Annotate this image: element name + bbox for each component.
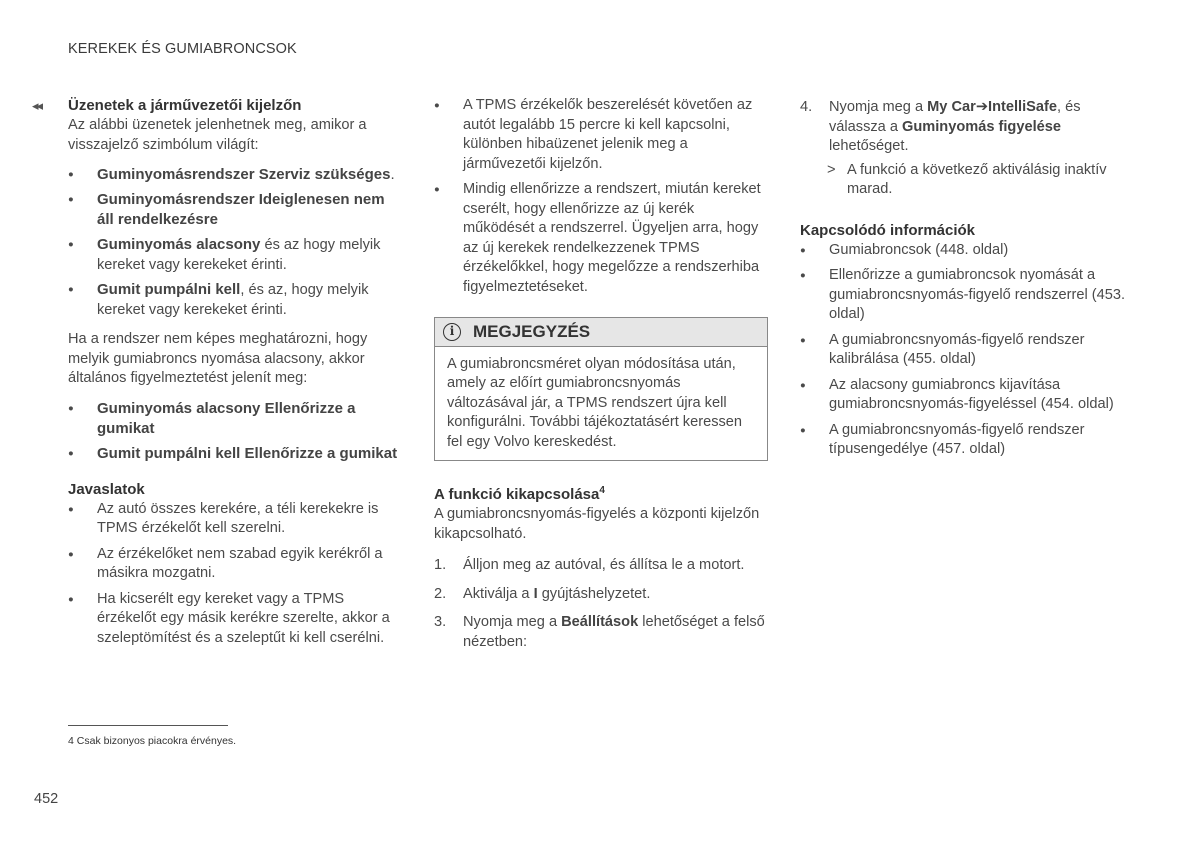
- recommendation-list-continued: [434, 96, 768, 297]
- message-item: [68, 190, 398, 230]
- footnote: [68, 732, 236, 752]
- message-rest: és az hogy melyik kereket vagy kerekeket érinti.: [97, 237, 381, 273]
- recommendation-item: ● Az autó összes kerekére, a téli kerekekre is TPMS érzékelőt kell szerelni.: [68, 500, 398, 539]
- column-2: [434, 96, 768, 661]
- related-link[interactable]: ● A gumiabroncsnyomás-figyelő rendszer típusengedélye (457. oldal): [800, 421, 1130, 460]
- general-warning-list: [68, 399, 398, 464]
- message-rest: , és az, hogy melyik kereket vagy kerekeket érinti.: [97, 282, 369, 318]
- step-text: lehetőséget.: [829, 138, 909, 154]
- arrow-right-icon: ➔: [975, 99, 989, 115]
- section-title-recommendations: Javaslatok: [68, 480, 145, 498]
- step-text: Álljon meg az autóval, és állítsa le a motort.: [463, 557, 745, 573]
- recommendation-list: [68, 500, 398, 649]
- disable-intro: A gumiabroncsnyomás-figyelés a központi kijelzőn kikapcsolható.: [434, 506, 760, 542]
- step-item: [434, 556, 768, 576]
- recommendation-item: ● Mindig ellenőrizze a rendszert, miután kereket cserélt, hogy ellenőrizze az új kerék működését a rendszerrel. Ügyeljen arra, hogy az új kerekek rendelkezzenek TPMS érzékelőkkel, hogy megelőzze a rendszerhiba figyelmeztetéseket.: [434, 180, 768, 297]
- recommendation-item: ● Ha kicserélt egy kereket vagy a TPMS érzékelőt egy másik kerékre szerelte, akkor a szeleptömítést és a szeleptűt ki kell cserélni.: [68, 590, 398, 649]
- step-text: , és válassza a: [829, 99, 1081, 135]
- message-item: [68, 280, 398, 320]
- step-item: [434, 585, 768, 605]
- related-list: [800, 241, 1130, 460]
- message-bold: Guminyomásrendszer Ideiglenesen nem áll rendelkezésre: [97, 191, 385, 228]
- step-text: Nyomja meg a: [463, 614, 562, 630]
- column-3: [800, 96, 1130, 466]
- step-bold: I: [533, 585, 538, 602]
- messages-intro: Az alábbi üzenetek jelenhetnek meg, amikor a visszajelző szimbólum világít:: [68, 117, 367, 153]
- step-number: 3.: [434, 614, 447, 630]
- message-item: [68, 235, 398, 275]
- related-link[interactable]: ● Az alacsony gumiabroncs kijavítása gumiabroncsnyomás-figyeléssel (454. oldal): [800, 376, 1130, 415]
- message-rest: .: [390, 166, 395, 183]
- related-link[interactable]: ● Gumiabroncsok (448. oldal): [800, 241, 1130, 261]
- message-bold: Gumit pumpálni kell: [97, 281, 241, 298]
- result-marker: >: [827, 161, 836, 178]
- footnote-number: 4: [68, 735, 74, 747]
- step-number: 2.: [434, 585, 447, 602]
- general-warning-intro: Ha a rendszer nem képes meghatározni, hogy melyik gumiabroncs nyomása alacsony, akkor általános figyelmeztetést jelenít meg:: [68, 331, 368, 386]
- footnote-ref: 4: [599, 485, 605, 496]
- general-warning-text: Guminyomás alacsony Ellenőrizze a gumikat: [97, 399, 356, 437]
- note-title: MEGJEGYZÉS: [473, 322, 591, 341]
- page-number: 452: [34, 791, 59, 807]
- step-result: [800, 161, 1130, 200]
- step-text: gyújtáshelyzetet.: [537, 585, 651, 602]
- message-item: [68, 165, 398, 185]
- step-text: Aktiválja a: [463, 585, 534, 602]
- disable-title-text: A funkció kikapcsolása: [434, 486, 600, 503]
- step-text: Nyomja meg a: [829, 99, 928, 115]
- disable-steps-continued: [800, 98, 1130, 157]
- note-header: [435, 318, 767, 347]
- footnote-divider: [68, 725, 228, 726]
- general-warning-item: [68, 399, 398, 439]
- section-title-disable: [434, 485, 768, 505]
- info-icon: i: [443, 323, 461, 341]
- message-bold: Guminyomásrendszer Szerviz szükséges: [97, 166, 391, 183]
- step-bold: Guminyomás figyelése: [902, 118, 1061, 135]
- step-bold: IntelliSafe: [988, 99, 1057, 115]
- step-number: 4.: [800, 99, 813, 115]
- column-1: [68, 96, 398, 654]
- step-bold: My Car: [927, 99, 976, 115]
- message-list: [68, 165, 398, 320]
- recommendation-item: ● Az érzékelőket nem szabad egyik kerékről a másikra mozgatni.: [68, 545, 398, 584]
- continued-chevrons-icon: ◂◂: [32, 98, 42, 113]
- disable-steps: [434, 556, 768, 652]
- step-number: 1.: [434, 557, 447, 573]
- related-link[interactable]: ● Ellenőrizze a gumiabroncsok nyomását a gumiabroncsnyomás-figyelő rendszerrel (453. oldal): [800, 266, 1130, 325]
- note-box: [434, 317, 768, 461]
- step-item: [800, 98, 1130, 157]
- section-title-messages: Üzenetek a járművezetői kijelzőn: [68, 97, 302, 114]
- general-warning-item: [68, 444, 398, 464]
- section-title-related: Kapcsolódó információk: [800, 221, 976, 239]
- step-item: [434, 613, 768, 652]
- related-link[interactable]: ● A gumiabroncsnyomás-figyelő rendszer kalibrálása (455. oldal): [800, 331, 1130, 370]
- result-text: A funkció a következő aktiválásig inaktív marad.: [847, 161, 1107, 197]
- note-body: A gumiabroncsméret olyan módosítása után, amely az előírt gumiabroncsnyomás változásával jár, a TPMS rendszert újra kell konfigurálni. További tájékoztatásért keressen fel egy Volvo kereskedést.: [447, 355, 743, 450]
- message-bold: Guminyomás alacsony: [97, 236, 261, 253]
- step-bold: Beállítások: [561, 614, 639, 630]
- page-header: KEREKEK ÉS GUMIABRONCSOK: [68, 41, 297, 57]
- footnote-text: Csak bizonyos piacokra érvényes.: [76, 735, 237, 747]
- recommendation-item: ● A TPMS érzékelők beszerelését követően az autót legalább 15 percre ki kell kapcsolni, különben hibaüzenet jelenik meg a járművezetői kijelzőn.: [434, 96, 768, 174]
- general-warning-text: Gumit pumpálni kell Ellenőrizze a gumikat: [97, 444, 398, 462]
- step-text: lehetőséget a felső nézetben:: [463, 614, 765, 650]
